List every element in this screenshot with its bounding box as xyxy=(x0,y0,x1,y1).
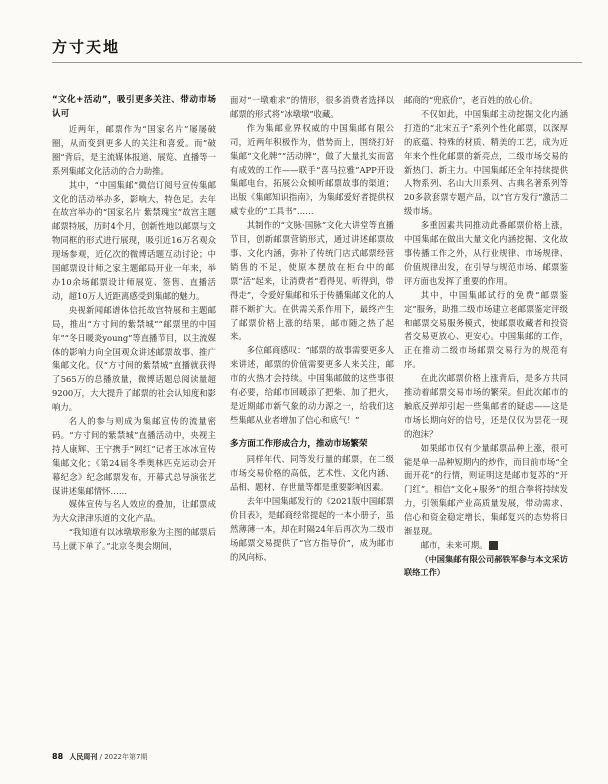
paragraph: 如果邮市仅有少量邮票品种上涨，很可能是单一品种短期内的炒作，而目前市场“全面开花”的行情，则证明这是邮市复苏的“开门红”。相信“文化+服务”的组合拳将持续发力，引领集邮产业高质量发展，带动需求、信心和资金稳定增长，集邮复兴的态势将日渐显现。 xyxy=(404,442,568,537)
page-footer xyxy=(52,752,147,762)
paragraph: 在此次邮票价格上涨背后，是多方共同推动着邮票交易市场的繁荣。但此次邮市的触底反弹却引起一些集邮者的疑虑——这是市场长期向好的信号，还是仅仅为昙花一现的泡沫？ xyxy=(404,373,568,439)
article-column-1 xyxy=(52,94,216,554)
magazine-name: 人民周刊 xyxy=(69,753,98,761)
section-title: 方寸天地 xyxy=(52,38,121,56)
paragraph: 名人的参与则成为集邮宣传的流量密码。“方寸间的紫禁城”直播活动中，央视主持人康辉、王宁携手“网红”记者王冰冰宣传集邮文化；《第24届冬季奥林匹克运动会开幕纪念》纪念邮票发布，开幕式总导演张艺谋讲述集邮情怀…… xyxy=(52,416,216,496)
article-column-3 xyxy=(404,94,568,580)
paragraph: 去年中国集邮发行的《2021版中国邮票价目表》，是邮商经常提起的一本小册子，虽然薄薄一本，却在时隔24年后再次为二级市场邮票交易提供了“官方指导价”，成为邮市的风向标、 xyxy=(230,495,394,562)
paragraph: 同样年代、同等发行量的邮票，在二级市场交易价格的高低，艺术性、文化内涵、品相、题材、存世量等都是重要影响因素。 xyxy=(230,454,394,493)
paragraph: 媒体宣传与名人效应的叠加，让邮票成为大众津津乐道的文化产品。 xyxy=(52,499,216,524)
closing-text: 邮市，未来可期。 xyxy=(420,540,488,550)
paragraph: 其中，“中国集邮”微信订阅号宣传集邮文化的活动举办多，影响大，特色足。去年在故宫举办的“国家名片 紫禁瑰宝”故宫主题邮票特展，历时4个月，创新性地以邮票与文物同框的形式进行展现，吸引近16万名观众现场参观，近亿次的微博话题互动讨论；中国邮票设计师之家主题邮局开业一年来，举办10余场邮票设计师展览、签售、直播活动，超10万人近距离感受到集邮的魅力。 xyxy=(52,179,216,301)
end-mark-icon: A xyxy=(489,541,498,550)
paragraph: 其中，中国集邮试行的免费“邮票鉴定”服务，助推二级市场建立老邮票鉴定评级和邮票交易服务模式，使邮票收藏者和投资者交易更放心、更安心。中国集邮的工作，正在推动二级市场邮票交易行为的规范有序。 xyxy=(404,289,568,370)
paragraph: 央视新闻邮谱体信托故宫特展和主题邮局，推出“方寸间的紫禁城”“邮票里的中国年”“冬日暖炎young”等直播节目，以主流媒体的影响力向全国观众讲述邮票故事、推广集邮文化。仅“方寸间的紫禁城”直播就获得了565万的总播放量，微博话题总阅读量超9200万，大大提升了邮票的社会认知度和影响力。 xyxy=(52,304,216,413)
paragraph: 近两年，邮票作为“国家名片”屡屡破圈，从而变到更多人的关注和喜爱。而“破圈”背后，是主流媒体报道、展览、直播等一系列集邮文化活动的合力助推。 xyxy=(52,124,216,176)
paragraph: 面对“一墩难求”的情形，很多消费者选择以邮票的形式将“冰墩墩”收藏。 xyxy=(230,95,394,119)
title-divider xyxy=(52,62,582,63)
paragraph: “我知道有以冰墩墩形象为主图的邮票后马上就下单了。”北京冬奥会期间， xyxy=(52,527,216,552)
credit-note: （中国集邮有限公司郝铁军参与本文采访联络工作） xyxy=(404,553,568,578)
issue-label: / 2022年第7期 xyxy=(99,753,148,761)
page-number: 88 xyxy=(52,752,64,761)
paragraph: 多位邮商感叹：“邮票的故事需要更多人来讲述，邮票的价值需要更多人来关注，邮市的火热才会持续。中国集邮做的这些事很有必要，给邮市回暖添了把柴、加了把火，是近期邮市新气象的动力源之一，给我们这些集邮从业者增加了信心和底气！” xyxy=(230,345,394,425)
paragraph: 邮商的“兜底价”，老百姓的放心价。 xyxy=(404,95,538,105)
section-heading-culture-activity: “文化+活动”，吸引更多关注、带动市场认可 xyxy=(52,95,216,119)
section-heading-market-prosperity: 多方面工作形成合力，推动市场繁荣 xyxy=(230,438,368,449)
paragraph: 多重因素共同推动此番邮票价格上涨，中国集邮在做出大量文化内涵挖掘、文化故事传播工作之外，从行业规律、市场规律、价值规律出发，在引导与规范市场、邮票鉴评方面也发挥了重要的作用。 xyxy=(404,220,568,286)
paragraph: 作为集邮业界权威的中国集邮有限公司，近两年积极作为，借势而上，围绕打好集邮“文化牌”“活动牌”，做了大量扎实而富有成效的工作——联手“喜马拉雅”APP开设集邮电台，拓展公众倾听邮票故事的渠道；出版《集邮知识指南》，为集邮爱好者提供权威专业的“工具书”…… xyxy=(230,122,394,217)
paragraph: 其制作的“文脉·国脉”文化大讲堂等直播节目，创新邮票营销形式，通过讲述邮票故事、文化内涵，弥补了传统门店式邮票经营销售的不足，使原本摆放在柜台中的邮票“活”起来，让消费者“看得见、听得到，带得走”，令爱好集邮和乐于传播集邮文化的人群不断扩大。在供需关系作用下，最终产生了邮票价格上涨的结果，邮市随之热了起来。 xyxy=(230,220,394,342)
article-column-2 xyxy=(230,94,394,565)
paragraph: 不仅如此，中国集邮主动挖掘文化内涵打造的“北宋五子”系列个性化邮票，以深厚的底蕴、特殊的材质、精美的工艺，成为近年来个性化邮票的新亮点，二级市场交易的新热门、新主力。中国集邮还全年持续提供人物系列、名山大川系列、古典名著系列等20多款套票专题产品，以“官方发行”激活二级市场。 xyxy=(404,108,568,217)
closing-line xyxy=(404,539,568,553)
